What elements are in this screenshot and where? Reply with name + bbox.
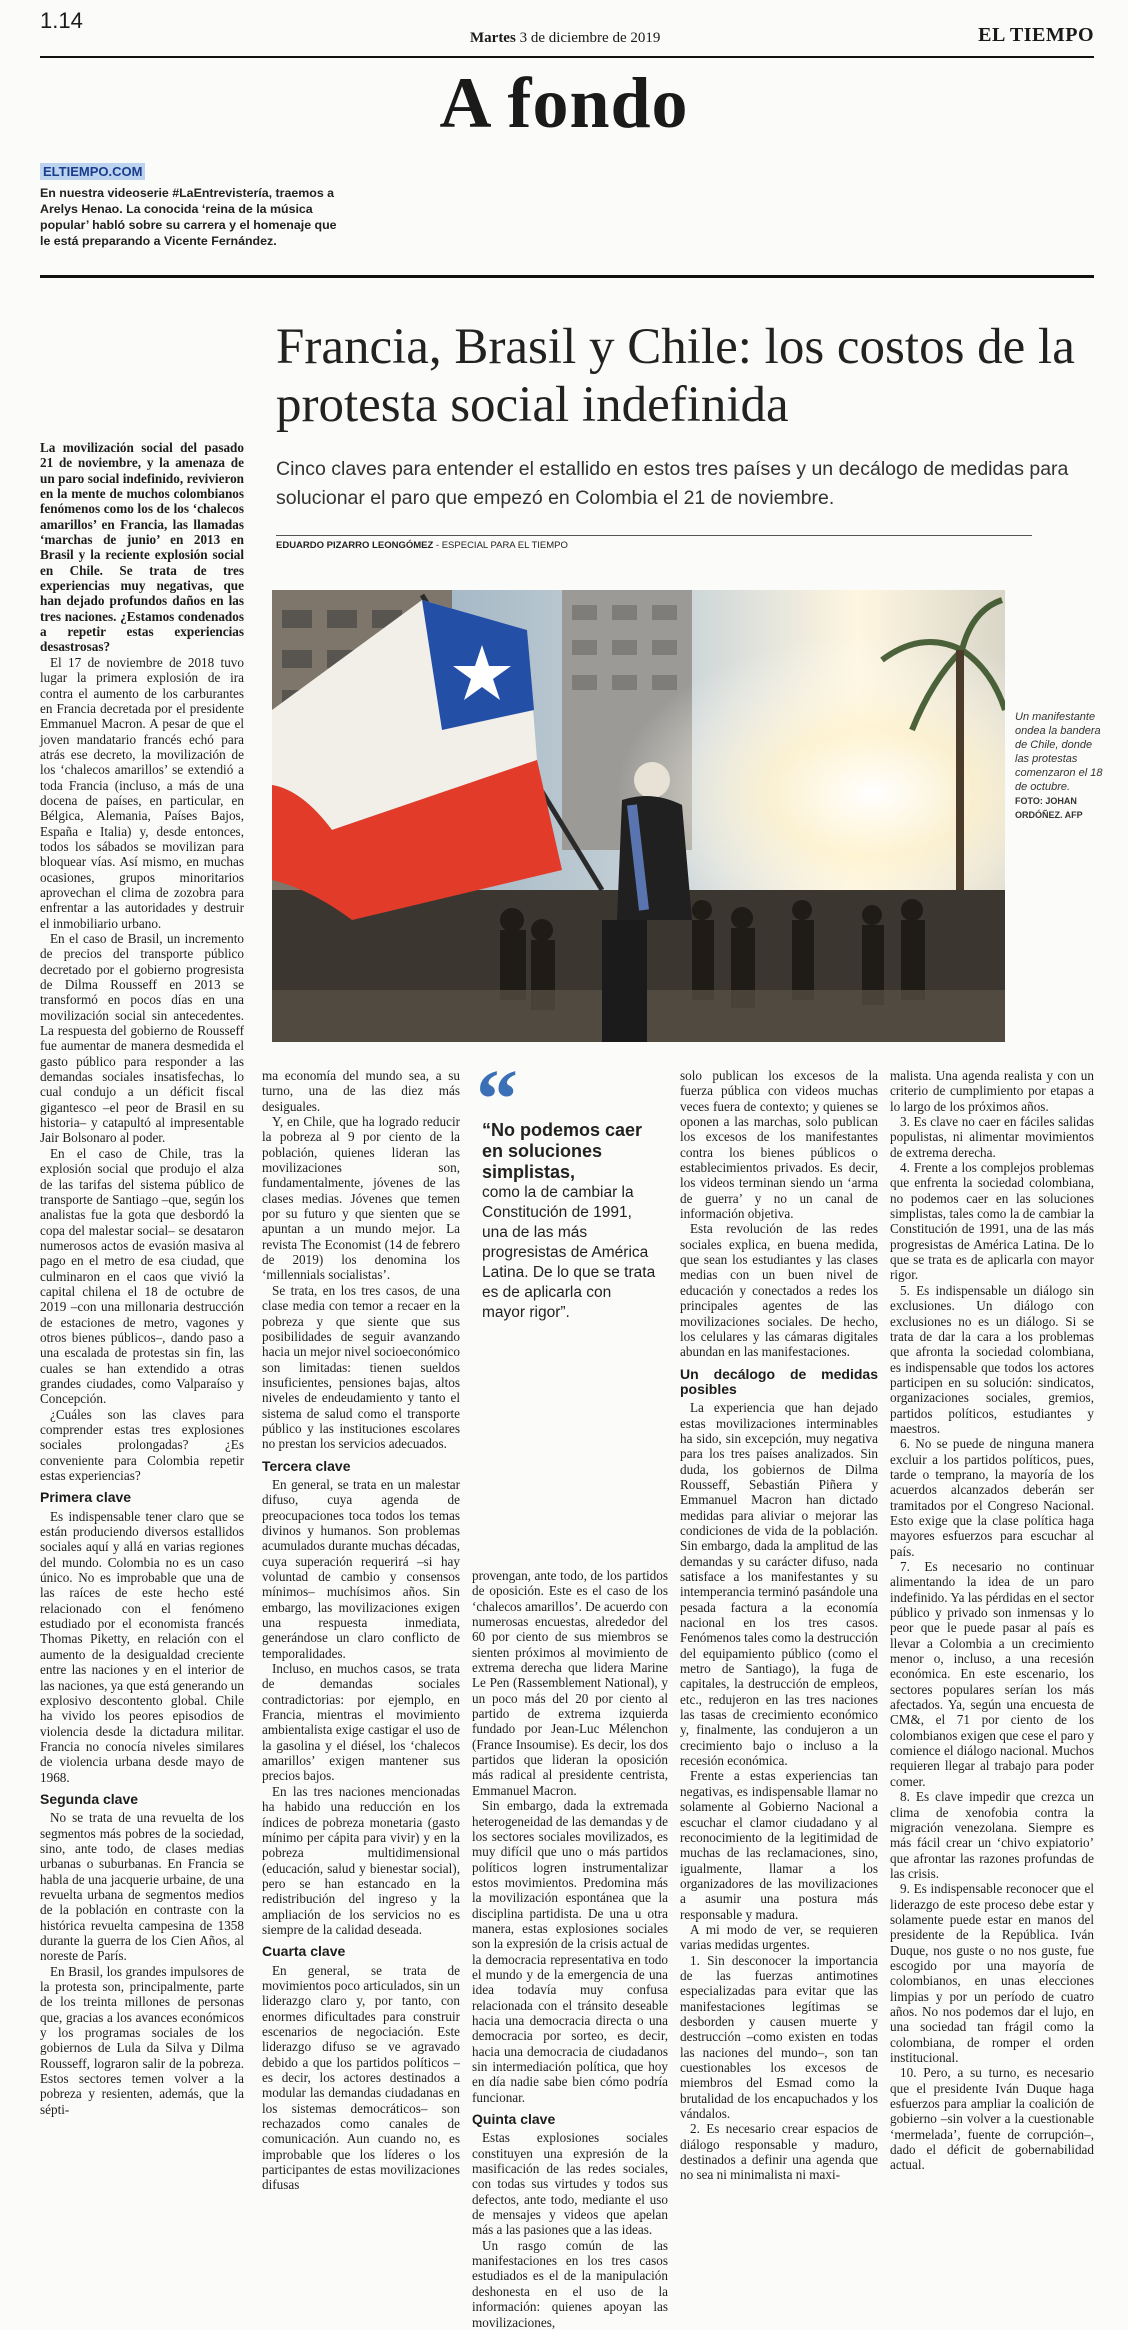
byline	[276, 540, 568, 551]
photo-caption	[1015, 710, 1105, 822]
subheading: Un decálogo de medidas posibles	[680, 1365, 878, 1397]
section-rule	[40, 275, 1094, 278]
paragraph: 4. Frente a los complejos problemas que enfrenta la sociedad colombiana, no podemos caer en las soluciones simplistas, tales como la de cambiar la Constitución de 1991, una de las más progresistas de América Latina. De lo que se trata es de aplicarla con mayor rigor.	[890, 1160, 1094, 1283]
pull-quote-bold: “No podemos caer en soluciones simplistas,	[482, 1120, 643, 1182]
protest-photo	[272, 590, 1005, 1042]
byline-rule	[276, 535, 1032, 536]
paragraph: Sin embargo, dada la extremada heterogeneidad de las demandas y de los sectores sociales movilizados, es muy difícil que uno o más partidos políticos logren instrumentalizar estos movimientos. Predomina más la movilización espontánea que la disciplina partidista. De una u otra manera, estas explosiones sociales son la expresión de la crisis actual de la democracia representativa en todo el mundo y de la emergencia de una idea todavía muy confusa relacionada con el tránsito deseable hacia una democracia directa o una democracia por sorteo, es decir, hacia una democracia de ciudadanos sin intermediación política, que hoy en día nadie sabe bien cómo podría funcionar.	[472, 1798, 668, 2105]
paragraph: ma economía del mundo sea, a su turno, una de las diez más desiguales.	[262, 1068, 460, 1114]
header-rule	[40, 56, 1094, 58]
paragraph: Se trata, en los tres casos, de una clase media con temor a recaer en la pobreza y que siente que sus posibilidades de seguir avanzando hacia un mejor nivel socioeconómico son limitadas: tienen sueldos insuficientes, pensiones bajas, altos niveles de endeudamiento y tanto el sistema de salud como el transporte público y las instituciones escolares no prestan los servicios adecuados.	[262, 1282, 460, 1452]
body-column-4	[680, 1068, 878, 2183]
byline-rest: - ESPECIAL PARA EL TIEMPO	[433, 540, 568, 551]
body-column-3	[472, 1568, 668, 2330]
paragraph: Incluso, en muchos casos, se trata de demandas sociales contradictorias: por ejemplo, en Francia, mientras el movimiento ambientalista exige castigar el uso de la gasolina y el diésel, los ‘chalecos amarillos’ exigen mantener sus precios bajos.	[262, 1661, 460, 1784]
paragraph: 5. Es indispensable un diálogo sin exclusiones. Un diálogo con exclusiones no es un diálogo. Si se trata de dar la cara a los problemas que afronta la sociedad colombiana, es indispensable que todos los actores participen en su solución: sindicatos, organizaciones sociales, gremios, partidos políticos, estudiantes y maestros.	[890, 1282, 1094, 1436]
section-title: A fondo	[439, 63, 689, 143]
paragraph: 3. Es clave no caer en fáciles salidas populistas, ni alimentar movimientos de extrema derecha.	[890, 1114, 1094, 1160]
paragraph: 2. Es necesario crear espacios de diálogo responsable y maduro, destinados a definir una agenda que no sea ni minimalista ni maxi-	[680, 2121, 878, 2183]
paragraph: Estas explosiones sociales constituyen una expresión de la masificación de las redes sociales, con todas sus virtudes y todos sus defectos, ante todo, mediante el uso de mensajes y videos que apelan más a las pasiones que a las ideas.	[472, 2130, 668, 2238]
byline-name: EDUARDO PIZARRO LEONGÓMEZ	[276, 540, 434, 551]
paragraph: Un rasgo común de las manifestaciones en los tres casos estudiados es el de la manipulación deshonesta en el uso de la información: quienes apoyan las movilizaciones,	[472, 2237, 668, 2330]
paragraph: Es indispensable tener claro que se están produciendo diversos estallidos sociales aquí y allá en varias regiones del mundo. Colombia no es un caso único. No es improbable que una de las raíces de este hecho esté relacionado con el fenómeno estudiado por el economista francés Thomas Piketty, en relación con el aumento de la desigualdad creciente entre las naciones y en el interior de las naciones, ya que está generando un explosivo descontento global. Chile ha vivido los peores episodios de violencia desde la dictadura militar. Francia no conocía niveles similares de violencia urbana desde mayo de 1968.	[40, 1508, 244, 1785]
paragraph: En el caso de Brasil, un incremento de precios del transporte público decretado por el gobierno progresista de Dilma Rousseff en 2013 se transformó en pocos días en una movilización social sin antecedentes. La respuesta del gobierno de Rousseff fue aumentar de manera desmedida el gasto público para responder a las demandas sociales insatisfechas, lo cual condujo a un déficit fiscal gigantesco –el peor de Brasil en su historia– y catapultó al impresentable Jair Bolsonaro al poder.	[40, 931, 244, 1146]
subheading: Segunda clave	[40, 1790, 139, 1807]
subheading: Cuarta clave	[262, 1943, 346, 1960]
paragraph: solo publican los excesos de la fuerza pública con videos muchas veces fuera de contexto; y quienes se oponen a las marchas, solo publican los excesos de los manifestantes contra los bienes públicos o establecimientos privados. Es decir, los videos terminan siendo un ‘arma de guerra’ y no un canal de información objetiva.	[680, 1068, 878, 1222]
paragraph: 9. Es indispensable reconocer que el liderazgo de este proceso debe estar y solamente puede estar en manos del presidente de la República. Iván Duque, nos guste o no nos guste, fue escogido por una mayoría de colombianos, en unas elecciones limpias y por un período de cuatro años. No nos podemos dar el lujo, en una sociedad tan frágil como la colombiana, de romper el orden institucional.	[890, 1881, 1094, 2065]
page-number: 1.14	[40, 8, 83, 33]
paragraph: A mi modo de ver, se requieren varias medidas urgentes.	[680, 1921, 878, 1953]
paragraph: 7. Es necesario no continuar alimentando la idea de un paro indefinido. Ya las pérdidas en el sector público y privado son inmensas y lo peor que le puede pasar al país es llevar a Colombia a un crecimiento menor o, incluso, a una recesión económica. En este escenario, los sectores populares serían los más afectados. Ya, según una encuesta de CM&, el 71 por ciento de los colombianos exigen que cese el paro y comience el diálogo nacional. Muchos requieren llegar al trabajo para poder comer.	[890, 1559, 1094, 1789]
paragraph: 1. Sin desconocer la importancia de las fuerzas antimotines especializadas para evitar que las manifestaciones legítimas se desborden y causen muerte y destrucción –como existen en todas las naciones del mundo–, son tan cuestionables los excesos de miembros del Esmad como la brutalidad de los encapuchados y los vándalos.	[680, 1952, 878, 2122]
newspaper-logo: EL TIEMPO	[978, 24, 1094, 46]
paragraph: 8. Es clave impedir que crezca un clima de xenofobia contra la migración venezolana. Siempre es más fácil crear un ‘chivo expiatorio’ que afrontar las razones profundas de las crisis.	[890, 1789, 1094, 1881]
paragraph: Esta revolución de las redes sociales explica, en buena medida, que sean los estudiantes y las clases medias con un buen nivel de educación y conectados a redes los principales agentes de las movilizaciones sociales. De hecho, los celulares y las cámaras digitales abundan en las manifestaciones.	[680, 1221, 878, 1360]
article-headline: Francia, Brasil y Chile: los costos de la protesta social indefinida	[276, 319, 1075, 433]
date-rest: 3 de diciembre de 2019	[519, 30, 661, 46]
caption-text: Un manifestante ondea la bandera de Chile, donde las protestas comenzaron el 18 de octubre.	[1015, 711, 1103, 793]
body-column-5	[890, 1068, 1094, 2173]
paragraph: 10. Pero, a su turno, es necesario que el presidente Iván Duque haga esfuerzos para ampliar la coalición de gobierno –sin volver a la cuestionable ‘mermelada’, fuente de corrupción–, dado el déficit de gobernabilidad actual.	[890, 2065, 1094, 2173]
quote-icon: “	[476, 1053, 518, 1146]
paragraph: En Brasil, los grandes impulsores de la protesta son, principalmente, parte de los treinta millones de personas que, gracias a los avances económicos y los programas sociales de los gobiernos de Lula da Silva y Dilma Rousseff, lograron salir de la pobreza. Estos sectores temen volver a la pobreza y resienten, además, que la sépti-	[40, 1963, 244, 2117]
paragraph: En las tres naciones mencionadas ha habido una reducción en los índices de pobreza monetaria (gasto mínimo per cápita para vivir) y en la pobreza multidimensional (educación, salud y bienestar social), pero se han estancado en la redistribución del ingreso y la ampliación de los servicios no es siempre de la calidad deseada.	[262, 1783, 460, 1937]
body-column-2	[262, 1068, 460, 2193]
subheading: Quinta clave	[472, 2111, 556, 2128]
paragraph: La movilización social del pasado 21 de noviembre, y la amenaza de un paro social indefinido, revivieron en la mente de muchos colombianos fenómenos como los de los ‘chalecos amarillos’ en Francia, las llamadas ‘marchas de junio’ en 2013 en Brasil y la reciente explosión social en Chile. Se trata de tres experiencias muy negativas, que han dejado profundos daños en las tres naciones. ¿Estamos condenados a repetir estas experiencias desastrosas?	[40, 440, 244, 655]
paragraph: En general, se trata en un malestar difuso, cuya agenda de preocupaciones toca todos los temas divinos y humanos. Son problemas acumulados durante muchas décadas, cuya superación requerirá –si hay voluntad de cambio y consensos mínimos– muchísimos años. Sin embargo, las movilizaciones exigen una respuesta inmediata, generándose un claro conflicto de temporalidades.	[262, 1476, 460, 1661]
pull-quote-rest: como la de cambiar la Constitución de 1991, una de las más progresistas de América Latina. De lo que se trata es de aplicarla con mayor rigor”.	[482, 1184, 656, 1321]
date-day: Martes	[470, 30, 516, 46]
paragraph: 6. No se puede de ninguna manera excluir a los partidos políticos, pues, tarde o temprano, la mayoría de los acuerdos alcanzados deberán ser tramitados por el Congreso Nacional. Esto exige que la clase política haga mayores esfuerzos para escuchar al país.	[890, 1436, 1094, 1559]
subheading: Tercera clave	[262, 1457, 351, 1474]
paragraph: ¿Cuáles son las claves para comprender estas tres explosiones sociales prolongadas? ¿Es conveniente para Colombia repetir estas experiencias?	[40, 1406, 244, 1484]
issue-date	[470, 30, 660, 47]
paragraph: Frente a estas experiencias tan negativas, es indispensable llamar no solamente al Gobierno Nacional a escuchar el clamor ciudadano y al reconocimiento de la legitimidad de muchas de las reclamaciones, sino, igualmente, llamar a los organizadores de las movilizaciones a asumir una postura más responsable y madura.	[680, 1768, 878, 1922]
website-link[interactable]: ELTIEMPO.COM	[40, 163, 145, 180]
paragraph: malista. Una agenda realista y con un criterio de cumplimiento por etapas a lo largo de los próximos años.	[890, 1068, 1094, 1114]
article-deck: Cinco claves para entender el estallido en estos tres países y un decálogo de medidas para solucionar el paro que empezó en Colombia el 21 de noviembre.	[276, 458, 1069, 509]
body-column-1	[40, 440, 244, 2117]
paragraph: En el caso de Chile, tras la explosión social que produjo el alza de las tarifas del sistema público de transporte de Santiago –que, según los analistas fue la gota que desbordó la copa del malestar social– se desataron numerosos actos de evasión masiva al pago en el metro de esa ciudad, que culminaron en el caos que vivió la capital chilena el 18 de octubre de 2019 –con una millonaria destrucción de estaciones de metro, vagones y otros bienes públicos–, dando paso a una escalada de protestas sin fin, las cuales se han extendido a otras grandes ciudades, como Valparaíso y Concepción.	[40, 1145, 244, 1407]
paragraph: No se trata de una revuelta de los segmentos más pobres de la sociedad, sino, ante todo, de clases medias urbanas o suburbanas. En Francia se habla de una jacquerie urbaine, de una revuelta urbana de segmentos medios de la población en contraste con la histórica revuelta campesina de 1358 durante la guerra de los Cien Años, al noreste de París.	[40, 1810, 244, 1964]
paragraph: La experiencia que han dejado estas movilizaciones interminables ha sido, sin excepción, muy negativa para los tres países analizados. Sin duda, los gobiernos de Dilma Rousseff, Sebastián Piñera y Emmanuel Macron han dictado medidas para aliviar o mejorar las condiciones de vida de la población. Sin embargo, dada la amplitud de las demandas y su carácter difuso, nada satisface a los manifestantes y su intemperancia terminó pasándole una pesada factura a la economía nacional en los tres casos. Fenómenos tales como la destrucción del equipamiento público (como el metro de Santiago), la fuga de capitales, la destrucción de empleos, etc., redujeron en las tres naciones las tasas de crecimiento económico y, finalmente, las condujeron a un crecimiento bajo o incluso a la recesión económica.	[680, 1400, 878, 1769]
paragraph: El 17 de noviembre de 2018 tuvo lugar la primera explosión de ira contra el aumento de los carburantes en Francia decretada por el presidente Emmanuel Macron. A pesar de que el joven mandatario francés echó para atrás ese decreto, la movilización de los ‘chalecos amarillos’ se extendió a toda Francia (incluso, a más de una docena de países, en particular, en Bélgica, Alemania, Países Bajos, España e Italia) y, desde entonces, todos los sábados se movilizan para bloquear vías. Así mismo, en muchas ocasiones, grupos minoritarios aprovechan el clima de zozobra para enfrentar a las autoridades y destruir el inmobiliario urbano.	[40, 654, 244, 931]
pull-quote	[482, 1120, 657, 1323]
promo-text: En nuestra videoserie #LaEntrevistería, traemos a Arelys Henao. La conocida ‘reina de la música popular’ habló sobre su carrera y el homenaje que le está preparando a Vicente Fernández.	[40, 186, 337, 248]
flag-protester-illustration	[272, 590, 1005, 1042]
subheading: Primera clave	[40, 1489, 132, 1506]
paragraph: provengan, ante todo, de los partidos de oposición. Este es el caso de los ‘chalecos amarillos’. De acuerdo con numerosas encuestas, alrededor del 60 por ciento de sus miembros se sienten próximos al movimiento de extrema derecha que lidera Marine Le Pen (Rassemblement National), y un poco más del 20 por ciento al partido de extrema izquierda fundado por Jean-Luc Mélenchon (France Insoumise). Es decir, los dos partidos que lideran la oposición más radical al presidente centrista, Emmanuel Macron.	[472, 1568, 668, 1798]
paragraph: Y, en Chile, que ha logrado reducir la pobreza al 9 por ciento de la población, quienes lideran las movilizaciones son, fundamentalmente, jóvenes de las clases medias. Jóvenes que temen por su futuro y que sienten que se apuntan a un mundo mejor. La revista The Economist (14 de febrero de 2019) los denomina los ‘millennials socialistas’.	[262, 1114, 460, 1283]
paragraph: En general, se trata de movimientos poco articulados, sin un liderazgo claro y, por tanto, con enormes dificultades para construir escenarios de negociación. Este liderazgo difuso se ve agravado debido a que los partidos políticos –es decir, los actores destinados a modular las demandas ciudadanas en los sistemas democráticos– son rechazados como canales de comunicación. Aun cuando no, es improbable que los líderes o los participantes de estas movilizaciones difusas	[262, 1962, 460, 2193]
photo-credit: FOTO: JOHAN ORDÓÑEZ. AFP	[1015, 796, 1083, 820]
